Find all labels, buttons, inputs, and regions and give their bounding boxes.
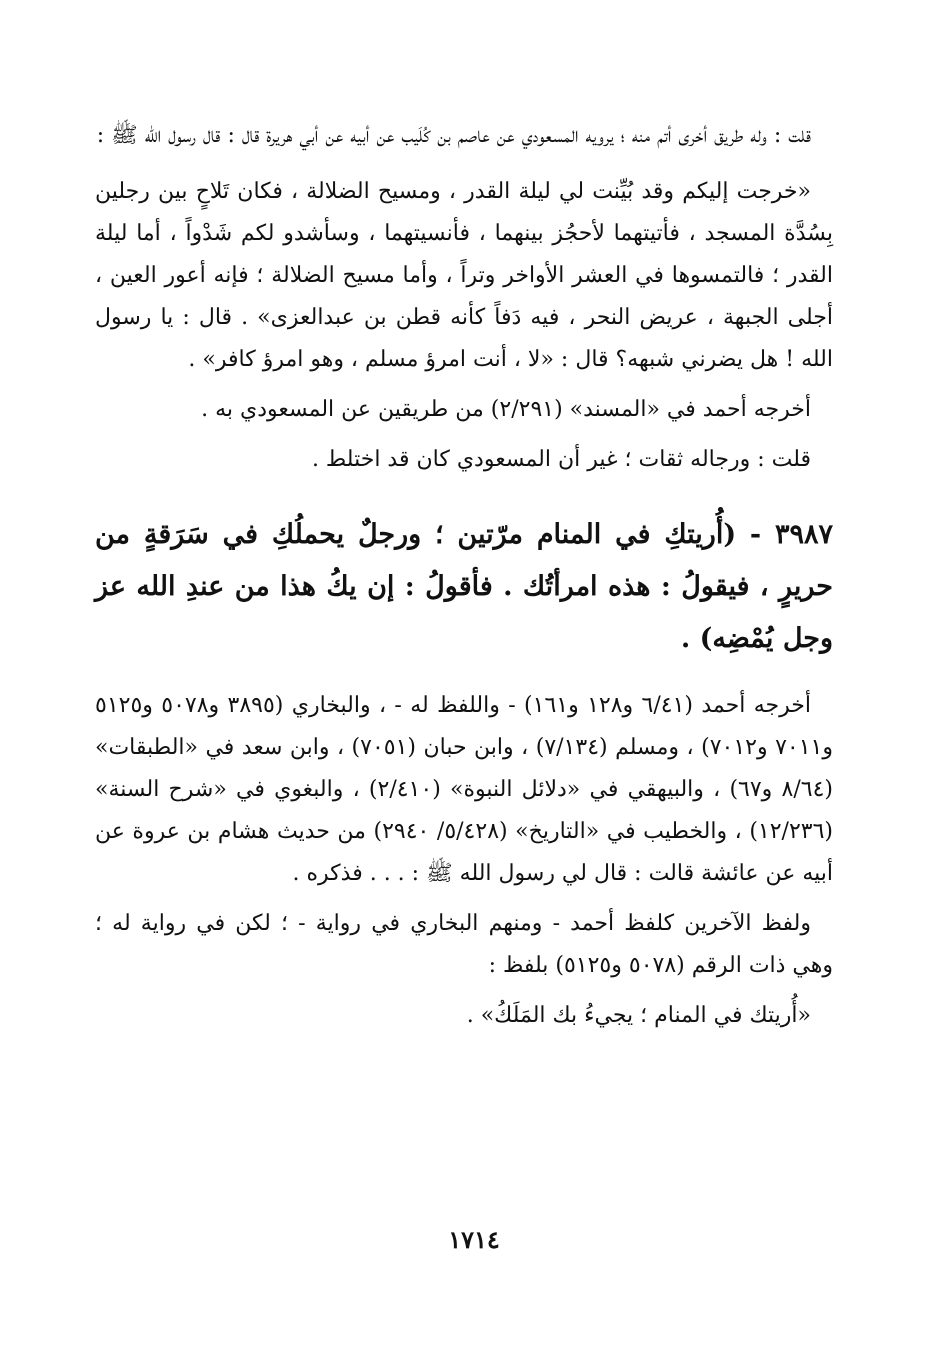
- paragraph-commentary-intro: قلت : وله طريق أخرى أتم منه ؛ يرويه المسعودي عن عاصم بن كُلَيب عن أبيه عن أبي هريرة قال : قال رسول الله ﷺ :: [96, 123, 811, 148]
- paragraph-wording-note: ولفظ الآخرين كلفظ أحمد - ومنهم البخاري في رواية - ؛ لكن في رواية له ؛ وهي ذات الرقم (٥٠٧٨ و٥١٢٥) بلفظ :: [95, 911, 833, 978]
- paragraph-source: أخرجه أحمد في «المسند» (٢/٢٩١) من طريقين عن المسعودي به .: [201, 397, 811, 422]
- page-number: ١٧١٤: [448, 1225, 500, 1254]
- page-content: [95, 115, 833, 1037]
- paragraph-hadith-quote: «خرجت إليكم وقد بُيِّنت لي ليلة القدر ، ومسيح الضلالة ، فكان تَلاحٍ بين رجلين بِسُدَّة المسجد ، فأتيتهما لأحجُز بينهما ، فأنسيتهما ، وسأشدو لكم شَدْواً ، أما ليلة القدر ؛ فالتمسوها في العشر الأواخر وتراً ، وأما مسيح الضلالة ؛ فإنه أعور العين ، أجلى الجبهة ، عريض النحر ، فيه دَفاً كأنه قطن بن عبدالعزى» . قال : يا رسول الله ! هل يضرني شبهه؟ قال : «لا ، أنت امرؤ مسلم ، وهو امرؤ كافر» .: [95, 179, 833, 372]
- paragraph-grading: قلت : ورجاله ثقات ؛ غير أن المسعودي كان قد اختلط .: [311, 447, 811, 472]
- hadith-heading: ٣٩٨٧ - (أُريتكِ في المنام مرّتين ؛ ورجلٌ يحملُكِ في سَرَقةٍ من حريرٍ ، فيقولُ : هذه امرأتُك . فأقولُ : إن يكُ هذا من عندِ الله عز وجل يُمْضِه) .: [95, 519, 834, 654]
- paragraph-takhrij: أخرجه أحمد (٦/٤١ و١٢٨ و١٦١) - واللفظ له - ، والبخاري (٣٨٩٥ و٥٠٧٨ و٥١٢٥ و٧٠١١ و٧٠١٢) ، ومسلم (٧/١٣٤) ، وابن حبان (٧٠٥١) ، وابن سعد في «الطبقات» (٨/٦٤ و٦٧) ، والبيهقي في «دلائل النبوة» (٢/٤١٠) ، والبغوي في «شرح السنة» (١٢/٢٣٦) ، والخطيب في «التاريخ» (٥/٤٢٨/ ٢٩٤٠) من حديث هشام بن عروة عن أبيه عن عائشة قالت : قال لي رسول الله ﷺ : . . . فذكره .: [95, 693, 833, 886]
- paragraph-alternate-wording: «أُريتك في المنام ؛ يجيءُ بك المَلَكُ» .: [466, 1003, 811, 1028]
